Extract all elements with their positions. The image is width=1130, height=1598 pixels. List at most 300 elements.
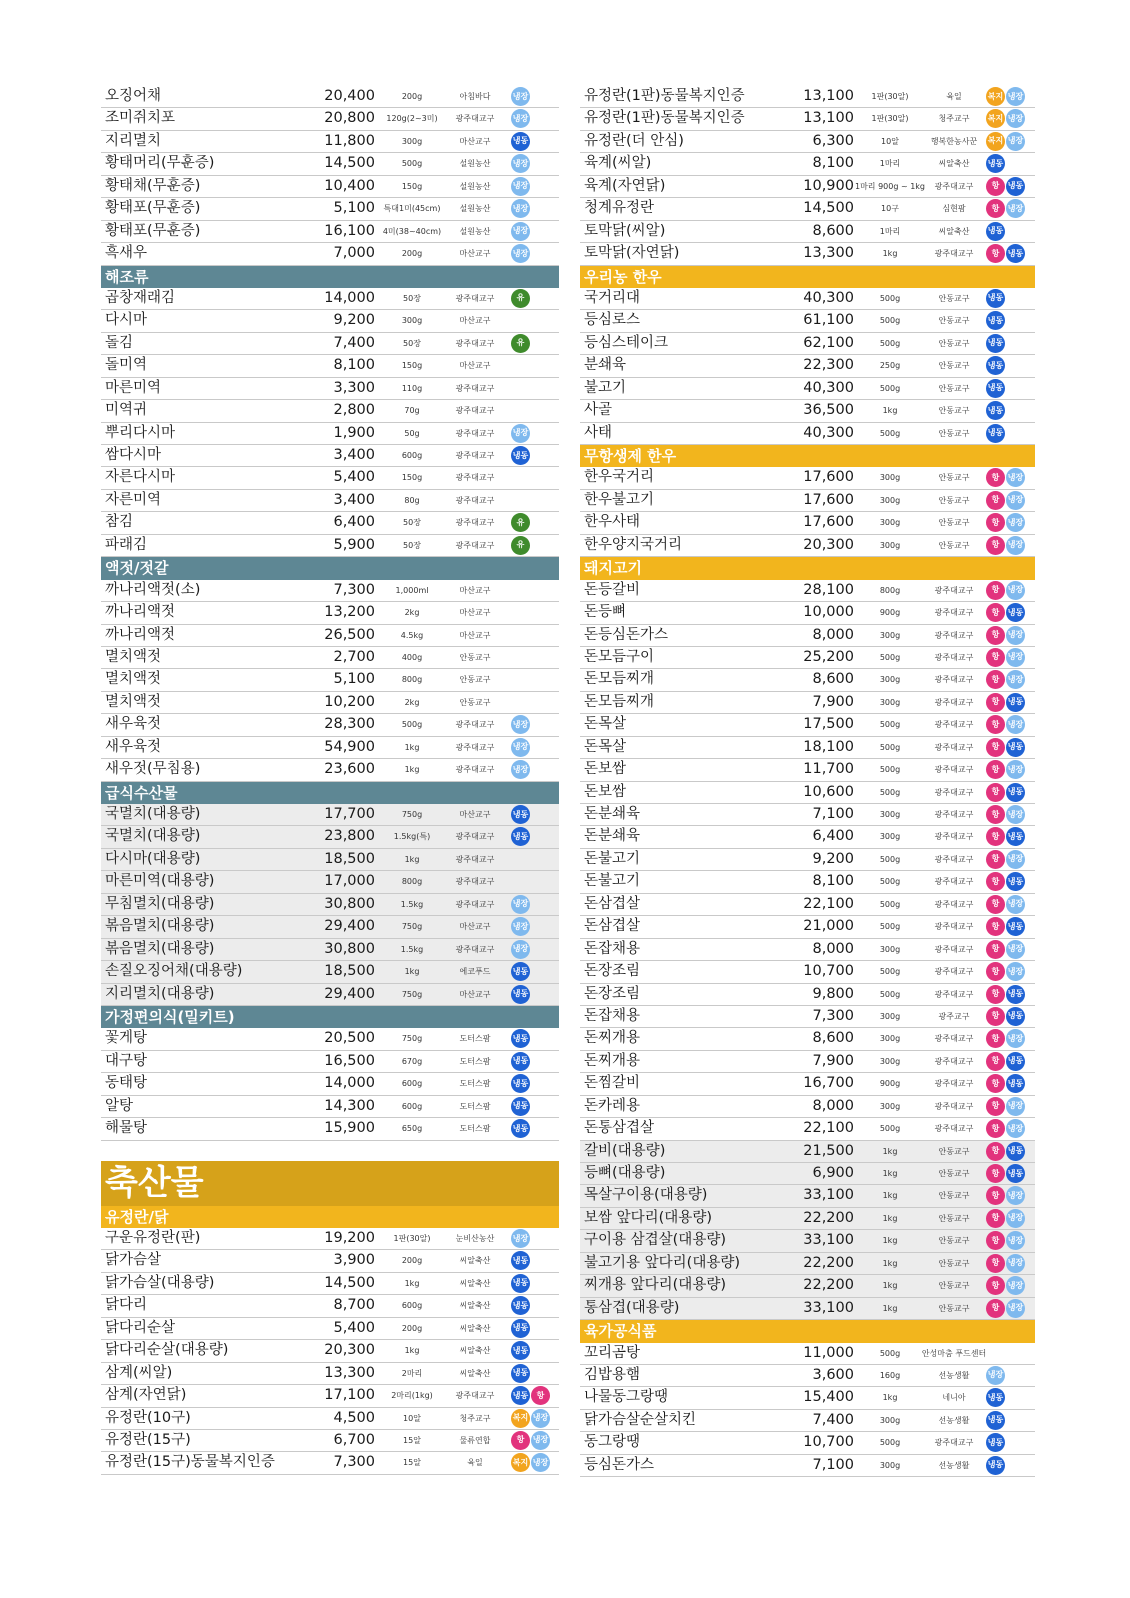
product-quantity: 300g: [879, 495, 901, 505]
product-price: 15,900: [324, 1120, 375, 1137]
product-row: [101, 108, 559, 130]
product-row: [580, 467, 1035, 489]
product-row: [580, 490, 1035, 512]
storage-badge-icon: 항: [986, 962, 1005, 981]
storage-badge-icon: 항: [986, 1209, 1005, 1228]
product-badges: [511, 826, 559, 847]
product-name: 유정란(더 안심): [584, 132, 684, 149]
product-row: [101, 647, 559, 669]
storage-badge-icon: 냉동: [1006, 872, 1025, 891]
product-name: 돈모듬구이: [584, 648, 655, 665]
product-name: 닭가슴살: [105, 1252, 162, 1269]
storage-badge-icon: 항: [986, 199, 1005, 218]
product-row: [101, 871, 559, 893]
storage-badge-icon: 냉동: [986, 424, 1005, 443]
product-quantity: 1.5kg: [400, 944, 424, 954]
product-price: 10,700: [803, 1434, 854, 1451]
product-row: [101, 1250, 559, 1272]
product-price: 17,700: [324, 806, 375, 822]
product-badges: [511, 153, 559, 174]
product-name: 등심로스: [584, 312, 641, 329]
product-price: 36,500: [803, 402, 854, 419]
product-supplier: 씨알축산: [938, 159, 970, 169]
product-price: 13,200: [324, 604, 375, 621]
product-price: 7,400: [333, 334, 375, 351]
product-price: 5,100: [333, 200, 375, 217]
product-badges: [511, 759, 559, 780]
product-price: 7,300: [333, 581, 375, 598]
storage-badge-icon: 항: [986, 244, 1005, 263]
product-quantity: 750g: [401, 989, 423, 999]
product-row: [580, 198, 1035, 220]
product-supplier: 마산교구: [459, 136, 491, 146]
product-price: 54,900: [324, 738, 375, 755]
product-row: [101, 714, 559, 736]
product-name: 마른미역: [105, 379, 162, 396]
product-price: 8,600: [812, 1030, 854, 1047]
product-supplier: 선농생활: [938, 1460, 970, 1470]
product-badges: [511, 984, 559, 1005]
product-quantity: 10알: [403, 1413, 421, 1423]
storage-badge-icon: 냉동: [511, 1251, 530, 1270]
product-badges: [986, 804, 1035, 825]
product-supplier: 광주대교구: [455, 114, 495, 124]
product-badges: [511, 1408, 559, 1429]
product-row: [580, 1185, 1035, 1207]
storage-badge-icon: 냉동: [1006, 244, 1025, 263]
product-row: [101, 939, 559, 961]
product-badges: [511, 1051, 559, 1072]
storage-badge-icon: 냉장: [1006, 1254, 1025, 1273]
product-badges: [986, 1185, 1035, 1206]
product-price: 5,400: [333, 1319, 375, 1336]
product-price: 23,600: [324, 761, 375, 778]
product-quantity: 2마리: [401, 1368, 423, 1378]
product-badges: [986, 826, 1035, 847]
product-supplier: 씨알축산: [459, 1323, 491, 1333]
product-supplier: 안동교구: [938, 316, 970, 326]
product-supplier: 설원농산: [459, 226, 491, 236]
section-header-title: 돼지고기: [584, 559, 642, 578]
product-badges: [511, 86, 559, 107]
storage-badge-icon: 냉동: [1006, 1052, 1025, 1071]
product-price: 7,900: [812, 1052, 854, 1069]
product-row: [580, 737, 1035, 759]
storage-badge-icon: 냉동: [511, 132, 530, 151]
product-row: [580, 288, 1035, 310]
product-badges: [511, 714, 559, 735]
storage-badge-icon: 냉장: [511, 87, 530, 106]
product-price: 40,300: [803, 379, 854, 396]
product-supplier: 광주대교구: [934, 675, 974, 685]
product-supplier: 광주대교구: [934, 1056, 974, 1066]
product-price: 8,000: [812, 1097, 854, 1114]
product-supplier: 광주대교구: [934, 249, 974, 259]
product-row: [101, 602, 559, 624]
product-supplier: 씨알축산: [459, 1301, 491, 1311]
product-row: [580, 916, 1035, 938]
storage-badge-icon: 냉장: [1006, 513, 1025, 532]
product-supplier: 광주대교구: [934, 1079, 974, 1089]
product-price: 40,300: [803, 424, 854, 441]
product-badges: [986, 1230, 1035, 1251]
storage-badge-icon: 항: [986, 850, 1005, 869]
storage-badge-icon: 항: [986, 648, 1005, 667]
product-badges: [511, 535, 559, 556]
product-name: 국거리대: [584, 289, 641, 306]
storage-badge-icon: 냉동: [986, 334, 1005, 353]
product-badges: [986, 288, 1035, 309]
product-quantity: 500g: [401, 720, 423, 730]
product-supplier: 청주교구: [459, 1413, 491, 1423]
product-badges: [511, 445, 559, 466]
storage-badge-icon: 냉장: [1006, 1276, 1025, 1295]
product-supplier: 도터스팜: [459, 1124, 491, 1134]
product-badges: [986, 243, 1035, 264]
product-quantity: 1kg: [882, 1191, 898, 1201]
storage-badge-icon: 유: [511, 536, 530, 555]
product-row: [101, 243, 559, 265]
product-row: [101, 198, 559, 220]
storage-badge-icon: 냉동: [511, 1319, 530, 1338]
product-row: [101, 759, 559, 781]
product-price: 17,600: [803, 514, 854, 531]
storage-badge-icon: 항: [986, 1299, 1005, 1318]
product-price: 14,500: [324, 1274, 375, 1291]
product-name: 돈찌개용: [584, 1030, 641, 1047]
product-row: [580, 1118, 1035, 1140]
product-price: 2,800: [333, 402, 375, 419]
product-supplier: 광주대교구: [455, 406, 495, 416]
storage-badge-icon: 항: [986, 895, 1005, 914]
product-supplier: 광주대교구: [455, 518, 495, 528]
product-row: [580, 1028, 1035, 1050]
storage-badge-icon: 냉장: [1006, 1029, 1025, 1048]
product-price: 30,800: [324, 940, 375, 957]
product-price: 7,900: [812, 693, 854, 710]
product-badges: [986, 894, 1035, 915]
storage-badge-icon: 냉동: [511, 962, 530, 981]
product-price: 14,000: [324, 289, 375, 306]
product-supplier: 마산교구: [459, 608, 491, 618]
product-name: 닭가슴살순살치킨: [584, 1411, 697, 1428]
product-price: 13,300: [803, 245, 854, 262]
storage-badge-icon: 냉동: [986, 154, 1005, 173]
product-price: 6,400: [812, 828, 854, 845]
storage-badge-icon: 냉장: [511, 940, 530, 959]
product-name: 돈삼겹살: [584, 895, 641, 912]
product-supplier: 씨알축산: [459, 1346, 491, 1356]
section-header: [101, 266, 559, 288]
product-supplier: 안동교구: [938, 1169, 970, 1178]
product-supplier: 심현팜: [942, 204, 966, 214]
product-row: [580, 1253, 1035, 1275]
product-price: 8,100: [812, 873, 854, 890]
product-name: 무침멸치(대용량): [105, 895, 215, 912]
product-name: 돈장조림: [584, 985, 641, 1002]
product-quantity: 1kg: [882, 406, 898, 416]
product-quantity: 900g: [879, 1079, 901, 1089]
product-price: 23,800: [324, 828, 375, 845]
product-row: [101, 176, 559, 198]
product-quantity: 500g: [879, 877, 901, 887]
product-quantity: 1kg: [404, 765, 420, 775]
storage-badge-icon: 냉동: [986, 1411, 1005, 1430]
section-header-title: 육가공식품: [584, 1322, 657, 1341]
product-supplier: 광주대교구: [934, 989, 974, 999]
product-supplier: 광주대교구: [934, 585, 974, 595]
product-badges: [986, 153, 1035, 174]
product-row: [101, 86, 559, 108]
product-quantity: 200g: [401, 1256, 423, 1266]
product-quantity: 600g: [401, 1101, 423, 1111]
product-badges: [511, 108, 559, 129]
product-supplier: 광주대교구: [455, 877, 495, 887]
storage-badge-icon: 복지: [511, 1409, 530, 1428]
product-row: [580, 355, 1035, 377]
product-supplier: 안동교구: [938, 383, 970, 393]
product-price: 10,900: [803, 177, 854, 194]
product-supplier: 도터스팜: [459, 1034, 491, 1044]
storage-badge-icon: 냉장: [511, 154, 530, 173]
product-name: 닭다리: [105, 1297, 148, 1314]
product-name: 돈등뼈: [584, 604, 627, 621]
product-supplier: 광주대교구: [455, 495, 495, 505]
storage-badge-icon: 냉동: [511, 1119, 530, 1138]
storage-badge-icon: 냉동: [511, 1029, 530, 1048]
product-badges: [986, 1208, 1035, 1229]
product-badges: [511, 288, 559, 309]
product-supplier: 마산교구: [459, 922, 491, 932]
storage-badge-icon: 항: [986, 177, 1005, 196]
product-supplier: 안성마춤 푸드센터: [921, 1348, 987, 1358]
storage-badge-icon: 냉장: [511, 199, 530, 218]
product-quantity: 80g: [404, 495, 420, 505]
product-supplier: 설원농산: [459, 181, 491, 191]
product-badges: [511, 400, 559, 421]
product-quantity: 600g: [401, 1301, 423, 1311]
product-quantity: 300g: [879, 675, 901, 685]
product-quantity: 300g: [879, 1415, 901, 1425]
product-name: 돈불고기: [584, 850, 641, 867]
storage-badge-icon: 항: [986, 1119, 1005, 1138]
product-supplier: 마산교구: [459, 810, 491, 819]
product-row: [101, 1273, 559, 1295]
product-quantity: 1판(30알): [393, 1234, 431, 1243]
storage-badge-icon: 냉장: [511, 1229, 530, 1248]
product-price: 21,000: [803, 918, 854, 935]
product-badges: [511, 916, 559, 937]
storage-badge-icon: 냉장: [1006, 805, 1025, 824]
product-badges: [986, 1387, 1035, 1408]
storage-badge-icon: 냉장: [511, 222, 530, 241]
product-price: 8,000: [812, 626, 854, 643]
product-name: 동태탕: [105, 1075, 148, 1092]
product-row: [101, 984, 559, 1006]
product-badges: [511, 961, 559, 982]
product-badges: [511, 355, 559, 376]
product-price: 17,100: [324, 1387, 375, 1404]
storage-badge-icon: 냉장: [1006, 670, 1025, 689]
product-name: 한우사태: [584, 514, 641, 531]
product-badges: [986, 1343, 1035, 1364]
product-quantity: 300g: [879, 810, 901, 819]
product-row: [580, 782, 1035, 804]
product-supplier: 광주대교구: [455, 383, 495, 393]
storage-badge-icon: 냉장: [1006, 1209, 1025, 1228]
storage-badge-icon: 항: [986, 536, 1005, 555]
storage-badge-icon: 냉장: [986, 1366, 1005, 1385]
product-quantity: 150g: [401, 181, 423, 191]
product-price: 18,500: [324, 850, 375, 867]
storage-badge-icon: 냉장: [1006, 760, 1025, 779]
storage-badge-icon: 냉동: [1006, 1142, 1025, 1161]
product-name: 찌개용 앞다리(대용량): [584, 1277, 726, 1294]
product-quantity: 300g: [879, 518, 901, 528]
product-quantity: 300g: [879, 540, 901, 550]
product-supplier: 안동교구: [938, 338, 970, 348]
product-supplier: 광주대교구: [934, 967, 974, 977]
product-quantity: 600g: [401, 451, 423, 460]
product-price: 3,900: [333, 1252, 375, 1269]
product-supplier: 도터스팜: [459, 1056, 491, 1066]
product-supplier: 안동교구: [938, 1258, 970, 1268]
storage-badge-icon: 냉동: [986, 222, 1005, 241]
product-badges: [986, 1455, 1035, 1476]
product-name: 국멸치(대용량): [105, 806, 201, 822]
product-supplier: 안동교구: [459, 697, 491, 707]
product-name: 삼계(씨알): [105, 1364, 173, 1381]
storage-badge-icon: 항: [986, 626, 1005, 645]
product-price: 8,100: [333, 357, 375, 374]
storage-badge-icon: 냉동: [986, 289, 1005, 308]
product-badges: [986, 961, 1035, 982]
storage-badge-icon: 복지: [986, 87, 1005, 106]
product-name: 유정란(15구)동물복지인증: [105, 1454, 275, 1471]
product-name: 등뼈(대용량): [584, 1165, 666, 1181]
product-price: 7,400: [812, 1411, 854, 1428]
product-quantity: 900g: [879, 608, 901, 618]
storage-badge-icon: 냉동: [986, 1433, 1005, 1452]
product-row: [101, 490, 559, 512]
product-supplier: 광주대교구: [455, 944, 495, 954]
product-name: 돈목살: [584, 716, 627, 733]
product-name: 한우양지국거리: [584, 536, 683, 553]
product-row: [580, 86, 1035, 108]
product-price: 8,600: [812, 222, 854, 239]
product-price: 17,000: [324, 873, 375, 890]
product-row: [580, 1387, 1035, 1409]
storage-badge-icon: 냉동: [986, 1456, 1005, 1475]
product-quantity: 1kg: [404, 742, 420, 752]
product-name: 등심돈가스: [584, 1456, 655, 1473]
product-supplier: 광주대교구: [934, 608, 974, 618]
storage-badge-icon: 냉동: [511, 1274, 530, 1293]
product-row: [580, 131, 1035, 153]
product-name: 국멸치(대용량): [105, 828, 201, 845]
product-name: 동그랑땡: [584, 1434, 641, 1451]
product-row: [101, 1051, 559, 1073]
product-name: 돈찌개용: [584, 1052, 641, 1069]
product-price: 22,100: [803, 1120, 854, 1137]
product-name: 황태머리(무훈증): [105, 155, 215, 172]
product-price: 13,300: [324, 1364, 375, 1381]
product-row: [101, 400, 559, 422]
storage-badge-icon: 냉장: [1006, 109, 1025, 128]
product-row: [580, 804, 1035, 826]
product-price: 9,200: [812, 850, 854, 867]
product-price: 33,100: [803, 1299, 854, 1316]
product-quantity: 150g: [401, 361, 423, 371]
product-badges: [511, 1118, 559, 1139]
storage-badge-icon: 항: [986, 715, 1005, 734]
product-name: 불고기용 앞다리(대용량): [584, 1254, 740, 1271]
product-price: 26,500: [324, 626, 375, 643]
product-quantity: 250g: [879, 361, 901, 371]
product-badges: [986, 714, 1035, 735]
product-quantity: 160g: [879, 1370, 901, 1380]
storage-badge-icon: 냉동: [511, 1074, 530, 1093]
storage-badge-icon: 냉장: [1006, 1299, 1025, 1318]
product-price: 18,100: [803, 738, 854, 755]
product-quantity: 500g: [879, 922, 901, 932]
product-badges: [986, 490, 1035, 511]
storage-badge-icon: 항: [986, 940, 1005, 959]
product-quantity: 2kg: [404, 697, 420, 707]
product-supplier: 광주대교구: [455, 428, 495, 438]
product-supplier: 안동교구: [938, 293, 970, 303]
storage-badge-icon: 항: [511, 1431, 530, 1450]
product-quantity: 800g: [879, 585, 901, 595]
product-price: 7,100: [812, 1456, 854, 1473]
product-quantity: 300g: [401, 316, 423, 326]
product-supplier: 광주대교구: [455, 293, 495, 303]
product-row: [101, 961, 559, 983]
section-header-title: 우리농 한우: [584, 267, 662, 286]
product-price: 11,700: [803, 761, 854, 778]
product-quantity: 800g: [401, 877, 423, 887]
section-header-title: 무항생제 한우: [584, 447, 677, 465]
product-quantity: 1마리 900g ~ 1kg: [854, 181, 926, 191]
storage-badge-icon: 항: [986, 805, 1005, 824]
product-price: 10,000: [803, 604, 854, 621]
storage-badge-icon: 냉장: [1006, 536, 1025, 555]
product-name: 청계유정란: [584, 200, 655, 217]
product-row: [580, 849, 1035, 871]
product-quantity: 1kg: [882, 1281, 898, 1291]
product-name: 등심스테이크: [584, 334, 669, 351]
product-supplier: 마산교구: [459, 630, 491, 640]
product-price: 10,600: [803, 783, 854, 800]
storage-badge-icon: 냉장: [1006, 1097, 1025, 1116]
product-price: 7,300: [333, 1454, 375, 1471]
section-header-title: 해조류: [105, 267, 149, 286]
product-row: [580, 961, 1035, 983]
storage-badge-icon: 냉장: [1006, 648, 1025, 667]
product-supplier: 에코푸드: [459, 967, 491, 977]
product-supplier: 광주대교구: [455, 742, 495, 752]
product-badges: [986, 1432, 1035, 1453]
product-row: [101, 1096, 559, 1118]
product-name: 보쌈 앞다리(대용량): [584, 1209, 712, 1226]
product-supplier: 광주대교구: [934, 1034, 974, 1044]
product-quantity: 750g: [401, 1034, 423, 1044]
storage-badge-icon: 복지: [511, 1453, 530, 1472]
product-supplier: 네니아: [942, 1393, 966, 1403]
product-row: [580, 1432, 1035, 1454]
product-supplier: 광주대교구: [455, 338, 495, 348]
product-price: 19,200: [324, 1230, 375, 1246]
